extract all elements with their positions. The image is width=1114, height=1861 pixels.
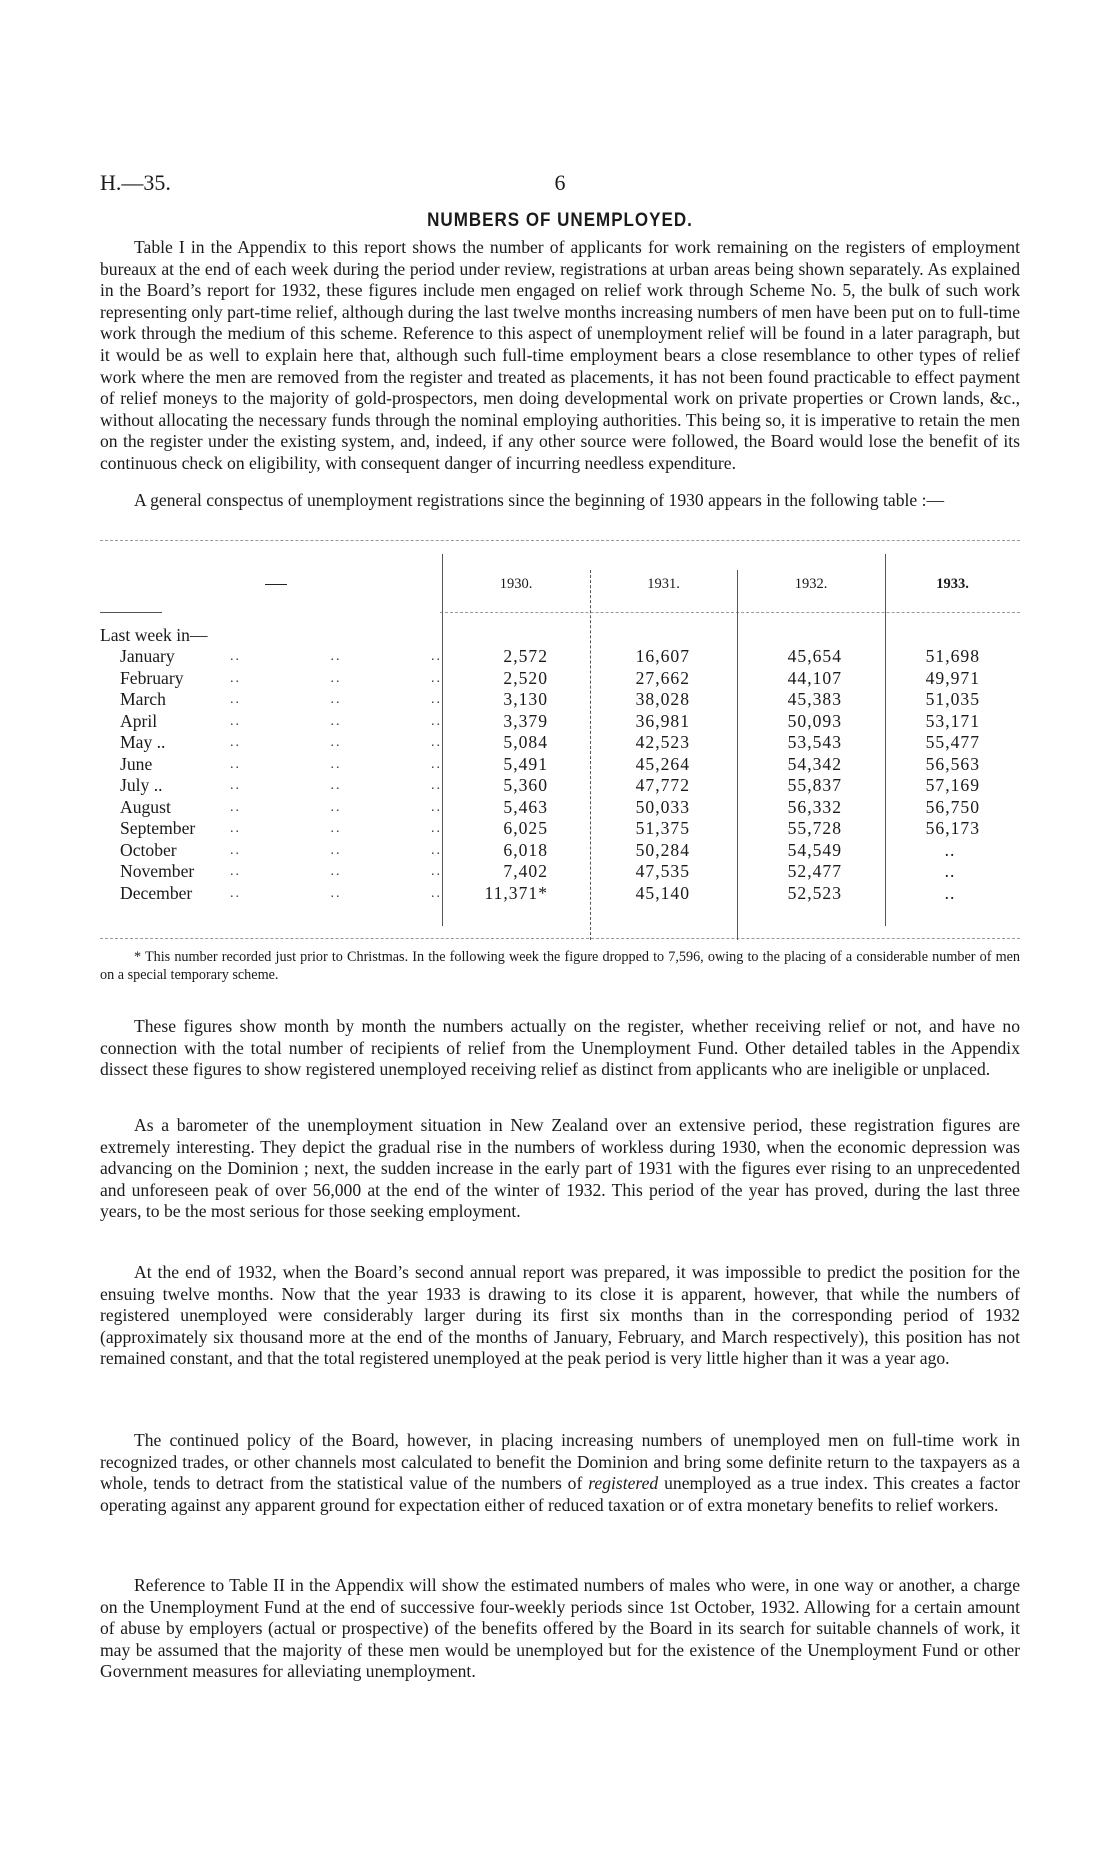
dot-leaders — [230, 646, 442, 668]
section-title: NUMBERS OF UNEMPLOYED. — [427, 208, 693, 231]
row-label-month: November — [120, 861, 195, 881]
table-cell-value: 16,607 — [635, 646, 690, 666]
table-cell-value: 54,342 — [787, 753, 842, 774]
paragraph-table-ii-reference: Reference to Table II in the Appendix will show the estimated numbers of males who were, in one way or another, a charge on the Unemployment Fund at the end of successive four-weekly periods since 1st October, 1932. Allowing for a certain amount of abuse by employers (actual or prospective) of the benefits offered by the Board in its search for suitable channels of work, it may be assumed that the majority of these men would be unemployed but for the existence of the Unemployment Fund or other Government measures for alleviating unemployment. — [100, 1575, 1020, 1682]
table-cell-value: 42,523 — [635, 732, 690, 752]
table-cell-value: 2,520 — [503, 667, 548, 688]
table-cell-value: 55,728 — [787, 818, 842, 838]
dot-leaders — [230, 797, 442, 819]
table-cell-value: 51,375 — [635, 818, 690, 838]
leader-dots: .. — [431, 842, 442, 858]
paragraph-table-lead: A general conspectus of unemployment registrations since the beginning of 1930 appears in the following table :— — [134, 490, 945, 510]
table-cell-value: 53,543 — [787, 732, 842, 752]
leader-dots: .. — [330, 864, 342, 879]
table-cell-value: 38,028 — [635, 689, 690, 709]
table-cell-value: 52,523 — [787, 882, 842, 903]
leader-dots: .. — [230, 778, 241, 793]
table-cell-value: 7,402 — [503, 861, 548, 881]
leader-dots: .. — [230, 713, 241, 729]
stub-header-rule — [100, 612, 162, 613]
leader-dots: .. — [330, 670, 342, 686]
column-header-1933: 1933. — [936, 576, 969, 592]
stub-header-dash — [265, 584, 287, 585]
row-label-month: October — [120, 839, 177, 860]
table-cell-value: 5,084 — [503, 732, 548, 752]
document-code: H.—35. — [100, 170, 171, 195]
row-label-month: March — [120, 689, 166, 709]
table-cell-value: 56,173 — [925, 818, 980, 838]
leader-dots: .. — [431, 799, 442, 815]
table-cell-value: 52,477 — [787, 861, 842, 881]
leader-dots: .. — [230, 756, 241, 772]
table-cell-value: 45,654 — [787, 646, 842, 666]
table-cell-value: 45,264 — [635, 753, 690, 774]
dot-leaders — [230, 818, 442, 840]
leader-dots: .. — [330, 821, 342, 836]
table-cell-value: 56,563 — [925, 753, 980, 774]
table-cell-value: 2,572 — [503, 646, 548, 666]
paragraph-figures-explanation: These figures show month by month the numbers actually on the register, whether receiving relief or not, and have no connection with the total number of recipients of relief from the Unemployment Fund. Other detailed tables in the Appendix dissect these figures to show registered unemployed receiving relief as distinct from applicants who are ineligible or unplaced. — [100, 1016, 1020, 1080]
dot-leaders — [230, 668, 442, 690]
row-label-month: April — [120, 710, 158, 731]
leader-dots: .. — [431, 649, 442, 664]
table-cell-value: .. — [944, 839, 956, 860]
table-cell-value: 45,383 — [787, 689, 842, 709]
leader-dots: .. — [431, 713, 442, 729]
leader-dots: .. — [230, 735, 241, 750]
row-label-month: February — [120, 667, 184, 688]
table-cell-value: 5,360 — [503, 775, 548, 795]
dot-leaders — [230, 775, 442, 797]
table-cell-value: 50,033 — [635, 796, 690, 817]
policy-text-b: unemployed as a true index. This creates a factor operating against any apparent ground for expectation either of reduced taxation or of extra monetary benefits to relief workers. — [100, 1473, 1020, 1515]
table-bottom-rule — [100, 938, 1020, 939]
table-cell-value: 47,772 — [635, 775, 690, 795]
table-cell-value: .. — [944, 882, 956, 903]
leader-dots: .. — [330, 885, 342, 901]
emphasis-registered: registered — [588, 1473, 659, 1494]
leader-dots: .. — [230, 649, 241, 664]
table-top-rule — [100, 540, 1020, 541]
table-cell-value: 55,837 — [787, 775, 842, 795]
leader-dots: .. — [330, 842, 342, 858]
table-cell-value: 51,698 — [925, 646, 980, 666]
leader-dots: .. — [330, 735, 342, 750]
leader-dots: .. — [431, 885, 442, 901]
table-cell-value: 45,140 — [635, 882, 690, 903]
dot-leaders — [230, 689, 442, 711]
table-cell-value: .. — [944, 861, 956, 881]
table-cell-value: 47,535 — [635, 861, 690, 881]
leader-dots: .. — [330, 756, 342, 772]
leader-dots: .. — [431, 821, 442, 836]
leader-dots: .. — [431, 735, 442, 750]
column-header-1930: 1930. — [499, 576, 533, 592]
table-cell-value: 5,463 — [503, 796, 548, 817]
leader-dots: .. — [431, 670, 442, 686]
table-cell-value: 5,491 — [503, 753, 548, 774]
leader-dots: .. — [431, 778, 442, 793]
table-cell-value: 57,169 — [925, 775, 980, 795]
table-cell-value: 49,971 — [925, 667, 980, 688]
dot-leaders — [230, 732, 442, 754]
column-header-1932: 1932. — [794, 576, 828, 592]
row-label-month: July .. — [120, 775, 163, 795]
leader-dots: .. — [230, 692, 241, 707]
row-label-month: December — [120, 882, 193, 903]
row-group-label: Last week in— — [100, 625, 208, 645]
running-head — [100, 170, 1020, 200]
leader-dots: .. — [431, 692, 442, 707]
paragraph-barometer: As a barometer of the unemployment situation in New Zealand over an extensive period, these registration figures are extremely interesting. They depict the gradual rise in the numbers of workless during 1930, when the economic depression was advancing on the Dominion ; next, the sudden increase in the early part of 1931 with the figures ever rising to an unprecedented and unforeseen peak of over 56,000 at the end of the winter of 1932. This period of the year has proved, during the last three years, to be the most serious for those seeking employment. — [100, 1115, 1020, 1222]
row-label-month: September — [120, 818, 196, 838]
policy-text-a: The continued policy of the Board, however, in placing increasing numbers of unemployed men on full-time work in recognized trades, or other channels most calculated to benefit the Dominion and bring some definite return to the taxpayers as a whole, tends to detract from the statistical value of the numbers of — [100, 1430, 1020, 1494]
table-cell-value: 11,371* — [484, 882, 548, 903]
table-cell-value: 3,130 — [503, 689, 548, 709]
column-header-1931: 1931. — [647, 576, 680, 592]
row-label-month: May .. — [120, 732, 166, 752]
dot-leaders — [230, 754, 442, 776]
leader-dots: .. — [330, 692, 342, 707]
leader-dots: .. — [330, 778, 342, 793]
table-cell-value: 56,332 — [787, 796, 842, 817]
dot-leaders — [230, 711, 442, 733]
unemployment-table — [100, 540, 1020, 938]
table-cell-value: 51,035 — [925, 689, 980, 709]
table-cell-value: 36,981 — [635, 710, 690, 731]
table-cell-value: 3,379 — [503, 710, 548, 731]
table-cell-value: 6,018 — [503, 839, 548, 860]
table-cell-value: 53,171 — [925, 710, 980, 731]
table-cell-value: 50,093 — [787, 710, 842, 731]
table-cell-value: 54,549 — [787, 839, 842, 860]
dot-leaders — [230, 861, 442, 883]
table-cell-value: 27,662 — [635, 667, 690, 688]
leader-dots: .. — [230, 670, 241, 686]
leader-dots: .. — [330, 649, 342, 664]
leader-dots: .. — [431, 864, 442, 879]
dot-leaders — [230, 840, 442, 862]
table-footnote: * This number recorded just prior to Christmas. In the following week the figure dropped to 7,596, owing to the placing of a considerable number of men on a special temporary scheme. — [100, 949, 1020, 983]
leader-dots: .. — [230, 842, 241, 858]
page-number: 6 — [554, 170, 566, 195]
leader-dots: .. — [330, 713, 342, 729]
table-cell-value: 56,750 — [925, 796, 980, 817]
row-label-month: August — [120, 796, 171, 817]
row-label-month: June — [120, 753, 153, 774]
leader-dots: .. — [230, 799, 241, 815]
leader-dots: .. — [230, 821, 241, 836]
table-cell-value: 6,025 — [503, 818, 548, 838]
paragraph-intro: Table I in the Appendix to this report shows the number of applicants for work remaining on the registers of employment bureaux at the end of each week during the period under review, registrations at urban areas being shown separately. As explained in the Board’s report for 1932, these figures include men engaged on relief work through Scheme No. 5, the bulk of such work representing only part-time relief, although during the last twelve months increasing numbers of men have been put on to full-time work through the medium of this scheme. Reference to this aspect of unemployment relief will be found in a later paragraph, but it would be as well to explain here that, although such full-time employment bears a close resemblance to other types of relief work where the men are removed from the register and treated as placements, it has not been found practicable to effect payment of relief moneys to the majority of gold-prospectors, men doing developmental work on private properties or Crown lands, &c., without allocating the necessary funds through the nominal employing authorities. This being so, it is imperative to retain the men on the register under the existing system, and, indeed, if any other source were followed, the Board would lose the benefit of its continuous check on eligibility, with consequent danger of incurring needless expenditure. — [100, 237, 1020, 473]
leader-dots: .. — [230, 864, 241, 879]
header-bottom-rule — [440, 612, 1020, 613]
paragraph-board-policy — [100, 1430, 1020, 1516]
paragraph-end-of-1932: At the end of 1932, when the Board’s second annual report was prepared, it was impossible to predict the position for the ensuing twelve months. Now that the year 1933 is drawing to its close it is apparent, however, that while the numbers of registered unemployed were considerably larger during its first six months than in the corresponding period of 1932 (approximately six thousand more at the end of the months of January, February, and March respectively), this position has not remained constant, and that the total registered unemployed at the peak period is very little higher than it was a year ago. — [100, 1262, 1020, 1369]
row-label-month: January — [120, 646, 175, 666]
leader-dots: .. — [431, 756, 442, 772]
dot-leaders — [230, 883, 442, 905]
table-cell-value: 50,284 — [635, 839, 690, 860]
table-cell-value: 55,477 — [925, 732, 980, 752]
leader-dots: .. — [330, 799, 342, 815]
table-cell-value: 44,107 — [787, 667, 842, 688]
leader-dots: .. — [230, 885, 241, 901]
